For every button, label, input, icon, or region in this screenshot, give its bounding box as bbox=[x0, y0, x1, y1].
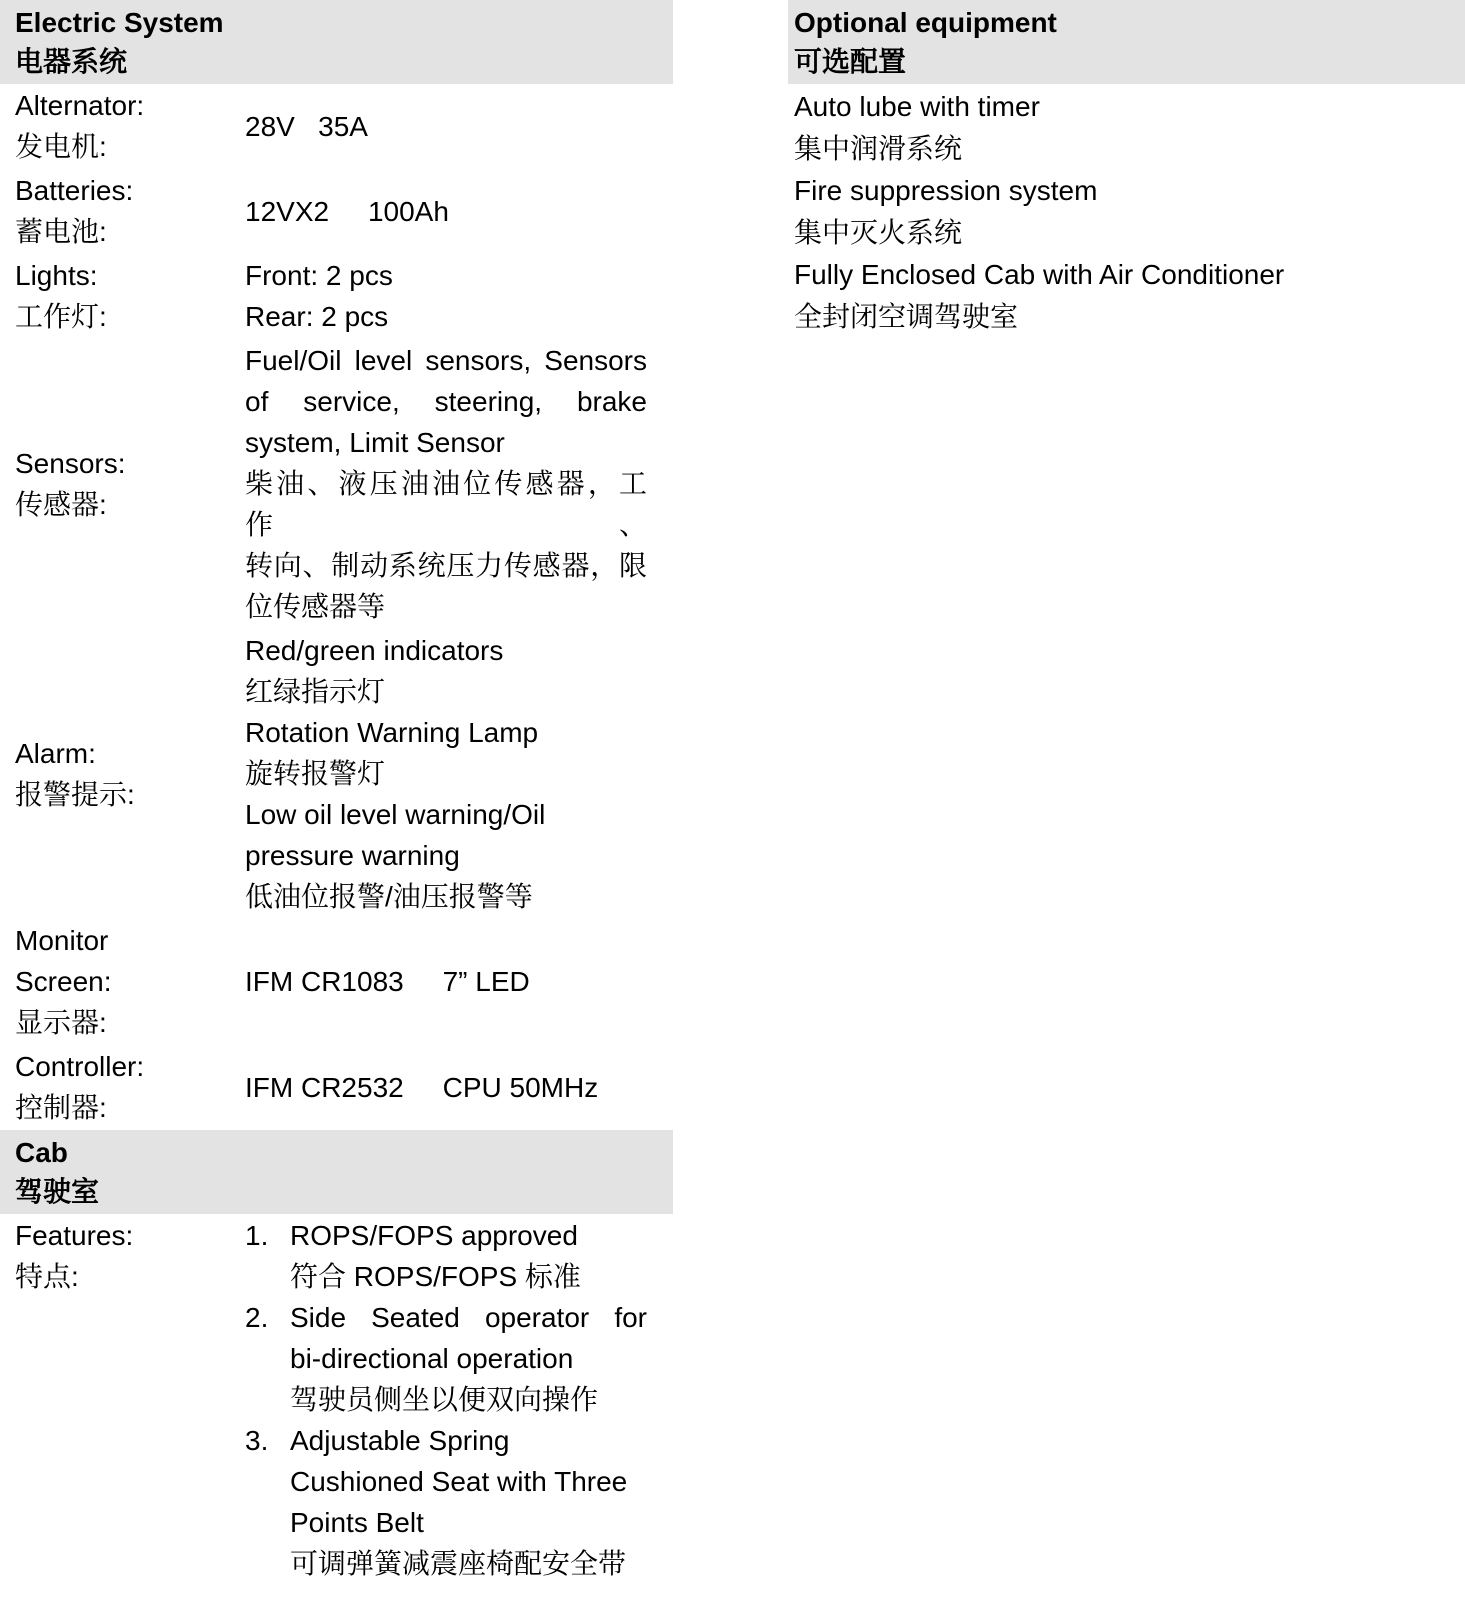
spec-row-alarm bbox=[0, 629, 673, 919]
spec-value-line: of service, steering, brake bbox=[245, 386, 647, 417]
spec-label bbox=[15, 1215, 245, 1297]
spec-label-en: Lights: bbox=[15, 260, 98, 291]
spec-label-zh: 显示器: bbox=[15, 1007, 107, 1038]
spec-label-zh: 特点: bbox=[15, 1261, 79, 1292]
spec-label-en: Batteries: bbox=[15, 175, 134, 206]
spec-value-line: Rear: 2 pcs bbox=[245, 301, 389, 332]
feature-line: Cushioned Seat with Three bbox=[290, 1466, 628, 1497]
feature-text bbox=[290, 1297, 647, 1420]
optional-item-zh: 集中润滑系统 bbox=[794, 133, 963, 164]
feature-item-3 bbox=[245, 1420, 647, 1584]
spec-label bbox=[15, 443, 245, 525]
spec-label-en: Alternator: bbox=[15, 90, 145, 121]
feature-line: Points Belt bbox=[290, 1507, 424, 1538]
spec-label-en: Controller: bbox=[15, 1051, 145, 1082]
spec-value-line: Rotation Warning Lamp bbox=[245, 717, 539, 748]
optional-equipment-header bbox=[788, 0, 1465, 84]
spec-value-line: Red/green indicators bbox=[245, 635, 504, 666]
spec-label-en: Screen: bbox=[15, 966, 112, 997]
spec-label-en: Alarm: bbox=[15, 737, 96, 769]
feature-number: 2. bbox=[245, 1302, 269, 1333]
spec-row-alternator bbox=[0, 84, 673, 169]
spec-value-line: 红绿指示灯 bbox=[245, 676, 386, 707]
spec-value-line: Low oil level warning/Oil bbox=[245, 799, 546, 830]
spec-label-zh: 发电机: bbox=[15, 131, 107, 162]
features-list bbox=[245, 1215, 647, 1584]
spec-value-line: 低油位报警/油压报警等 bbox=[245, 881, 533, 912]
spec-row-features bbox=[0, 1214, 673, 1586]
spec-value-line: Front: 2 pcs bbox=[245, 260, 393, 291]
feature-line: ROPS/FOPS approved bbox=[290, 1220, 578, 1251]
electric-system-title-en: Electric System bbox=[15, 7, 224, 38]
electric-system-section bbox=[0, 0, 673, 1586]
spec-label-zh: 蓄电池: bbox=[15, 216, 107, 247]
optional-item-zh: 集中灭火系统 bbox=[794, 217, 963, 248]
spec-label-zh: 传感器: bbox=[15, 488, 107, 520]
optional-item-en: Fully Enclosed Cab with Air Conditioner bbox=[794, 259, 1285, 290]
spec-value bbox=[245, 961, 647, 1002]
spec-value-line: IFM CR2532 CPU 50MHz bbox=[245, 1071, 599, 1103]
spec-label bbox=[15, 733, 245, 815]
spec-value-line: pressure warning bbox=[245, 840, 460, 871]
spec-label-zh: 报警提示: bbox=[15, 778, 135, 810]
spec-label-en: Features: bbox=[15, 1220, 134, 1251]
optional-item-en: Fire suppression system bbox=[794, 175, 1098, 206]
feature-item-2 bbox=[245, 1297, 647, 1420]
spec-row-batteries bbox=[0, 169, 673, 254]
spec-value-line: 28V 35A bbox=[245, 110, 368, 142]
spec-label bbox=[15, 85, 245, 167]
optional-equipment-list bbox=[788, 84, 1465, 338]
feature-line: 驾驶员侧坐以便双向操作 bbox=[290, 1384, 599, 1415]
spec-value bbox=[245, 191, 647, 232]
spec-value-line: 柴油、液压油油位传感器，工作、 bbox=[245, 468, 647, 540]
spec-value-line: 转向、制动系统压力传感器，限 bbox=[245, 550, 647, 581]
spec-label-en: Sensors: bbox=[15, 447, 126, 479]
feature-text bbox=[290, 1215, 647, 1297]
optional-item-zh: 全封闭空调驾驶室 bbox=[794, 301, 1019, 332]
spec-label bbox=[15, 255, 245, 337]
feature-number: 3. bbox=[245, 1425, 269, 1456]
spec-value bbox=[245, 340, 647, 627]
spec-value bbox=[245, 106, 647, 147]
spec-label-zh: 工作灯: bbox=[15, 301, 107, 332]
feature-item-1 bbox=[245, 1215, 647, 1297]
electric-system-header bbox=[0, 0, 673, 84]
feature-line: 符合 ROPS/FOPS 标准 bbox=[290, 1261, 581, 1292]
feature-line: 可调弹簧减震座椅配安全带 bbox=[290, 1548, 627, 1579]
optional-equipment-section bbox=[788, 0, 1465, 338]
spec-label bbox=[15, 920, 245, 1043]
spec-row-sensors bbox=[0, 339, 673, 629]
spec-row-controller bbox=[0, 1045, 673, 1130]
cab-title-zh: 驾驶室 bbox=[15, 1176, 100, 1207]
spec-label bbox=[15, 1046, 245, 1128]
spec-value-line: 12VX2 100Ah bbox=[245, 195, 449, 227]
spec-value bbox=[245, 630, 647, 917]
spec-value bbox=[245, 1067, 647, 1108]
spec-label-en: Monitor bbox=[15, 925, 109, 956]
spec-value-line: system, Limit Sensor bbox=[245, 427, 505, 458]
cab-header bbox=[0, 1130, 673, 1214]
spec-row-lights bbox=[0, 254, 673, 339]
feature-text bbox=[290, 1420, 647, 1584]
spec-value-line: 位传感器等 bbox=[245, 591, 386, 622]
spec-label-zh: 控制器: bbox=[15, 1092, 107, 1123]
feature-line: bi-directional operation bbox=[290, 1343, 574, 1374]
electric-system-title-zh: 电器系统 bbox=[15, 46, 128, 77]
spec-value bbox=[245, 255, 647, 337]
optional-equipment-title-en: Optional equipment bbox=[794, 7, 1057, 38]
feature-number: 1. bbox=[245, 1220, 269, 1251]
spec-label bbox=[15, 170, 245, 252]
optional-item-en: Auto lube with timer bbox=[794, 91, 1040, 122]
spec-value-line: 旋转报警灯 bbox=[245, 758, 386, 789]
spec-value-line: Fuel/Oil level sensors, Sensors bbox=[245, 345, 647, 376]
spec-row-monitor-screen bbox=[0, 919, 673, 1045]
feature-line: Side Seated operator for bbox=[290, 1302, 647, 1333]
spec-value-line: IFM CR1083 7” LED bbox=[245, 966, 530, 997]
feature-line: Adjustable Spring bbox=[290, 1425, 510, 1456]
optional-equipment-title-zh: 可选配置 bbox=[794, 46, 907, 77]
cab-title-en: Cab bbox=[15, 1137, 68, 1168]
